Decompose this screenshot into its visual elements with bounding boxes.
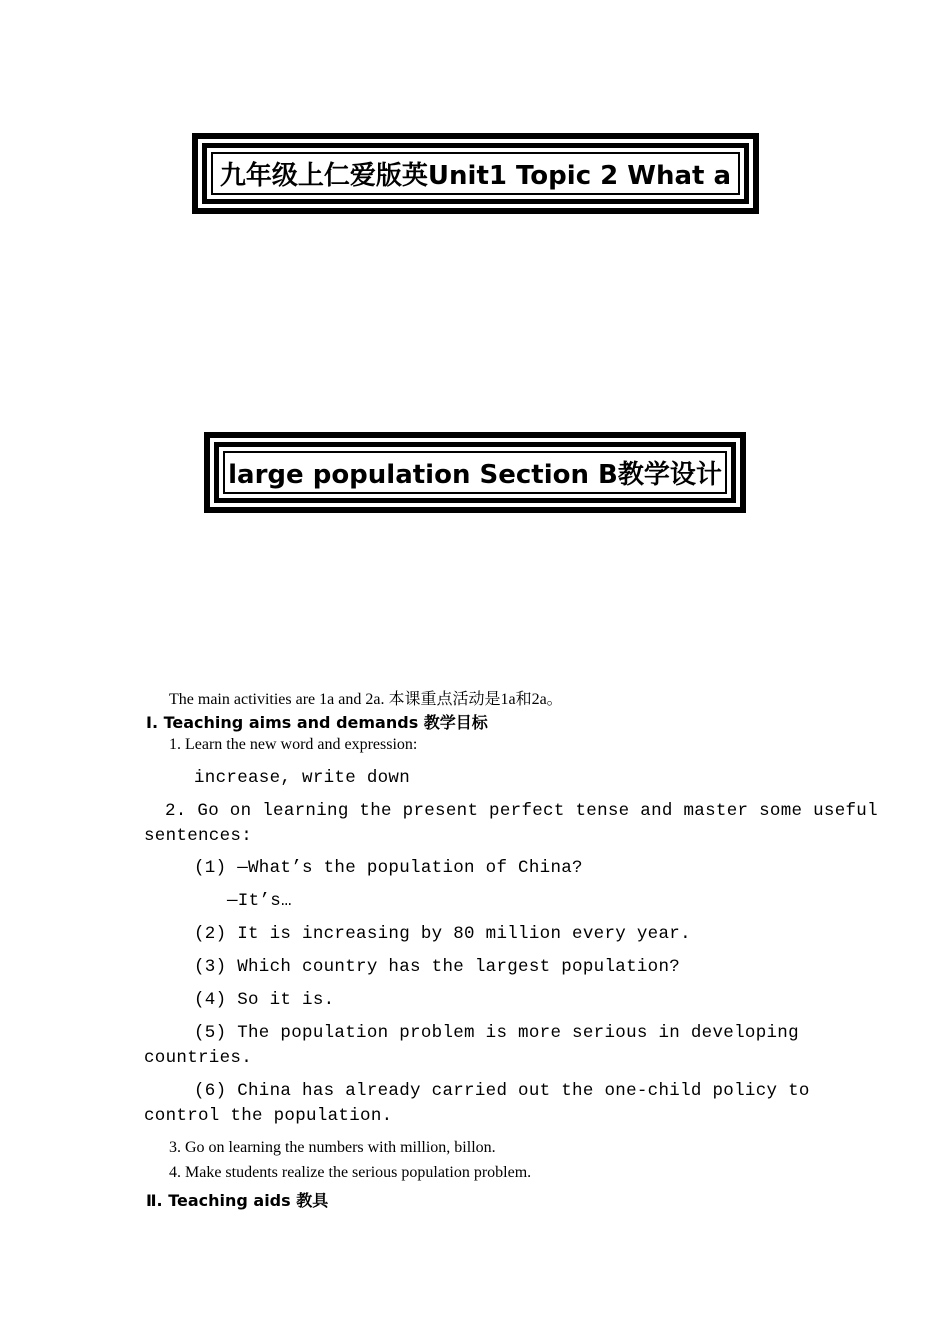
sentence-3: (3) Which country has the largest population? (194, 957, 681, 977)
sentence-4: (4) So it is. (194, 990, 335, 1010)
document-title-line-1: 九年级上仁爱版英Unit1 Topic 2 What a (219, 161, 732, 191)
sentence-5-line-1: (5) The population problem is more serious in developing (194, 1023, 799, 1043)
title-box-frame (214, 442, 736, 503)
section-2-heading: Ⅱ. Teaching aids 教具 (146, 1191, 329, 1210)
title-box-inner (223, 451, 727, 494)
title-box-line-1 (192, 133, 759, 214)
title-box-frame (202, 143, 749, 204)
title-box-inner (211, 152, 740, 195)
sentence-1: (1) —What’s the population of China? (194, 858, 583, 878)
sentence-2: (2) It is increasing by 80 million every year. (194, 924, 691, 944)
intro-text: The main activities are 1a and 2a. 本课重点活动是1a和2a。 (169, 691, 563, 708)
aim-item-1: 1. Learn the new word and expression: (169, 736, 418, 753)
sentence-6-line-2: control the population. (144, 1106, 393, 1126)
aim-item-4: 4. Make students realize the serious population problem. (169, 1164, 532, 1181)
section-1-heading: Ⅰ. Teaching aims and demands 教学目标 (146, 713, 488, 732)
title-box-line-2 (204, 432, 746, 513)
aim-item-1-words: increase, write down (194, 768, 411, 788)
sentence-6-line-1: (6) China has already carried out the one-child policy to (194, 1081, 810, 1101)
aim-item-2-line-1: 2. Go on learning the present perfect tense and master some useful (165, 801, 878, 821)
document-title-line-2: large population Section B教学设计 (228, 460, 722, 490)
sentence-1-reply: —It’s… (227, 891, 292, 911)
sentence-5-line-2: countries. (144, 1048, 253, 1068)
aim-item-3: 3. Go on learning the numbers with million, billon. (169, 1139, 496, 1156)
aim-item-2-line-2: sentences: (144, 826, 253, 846)
